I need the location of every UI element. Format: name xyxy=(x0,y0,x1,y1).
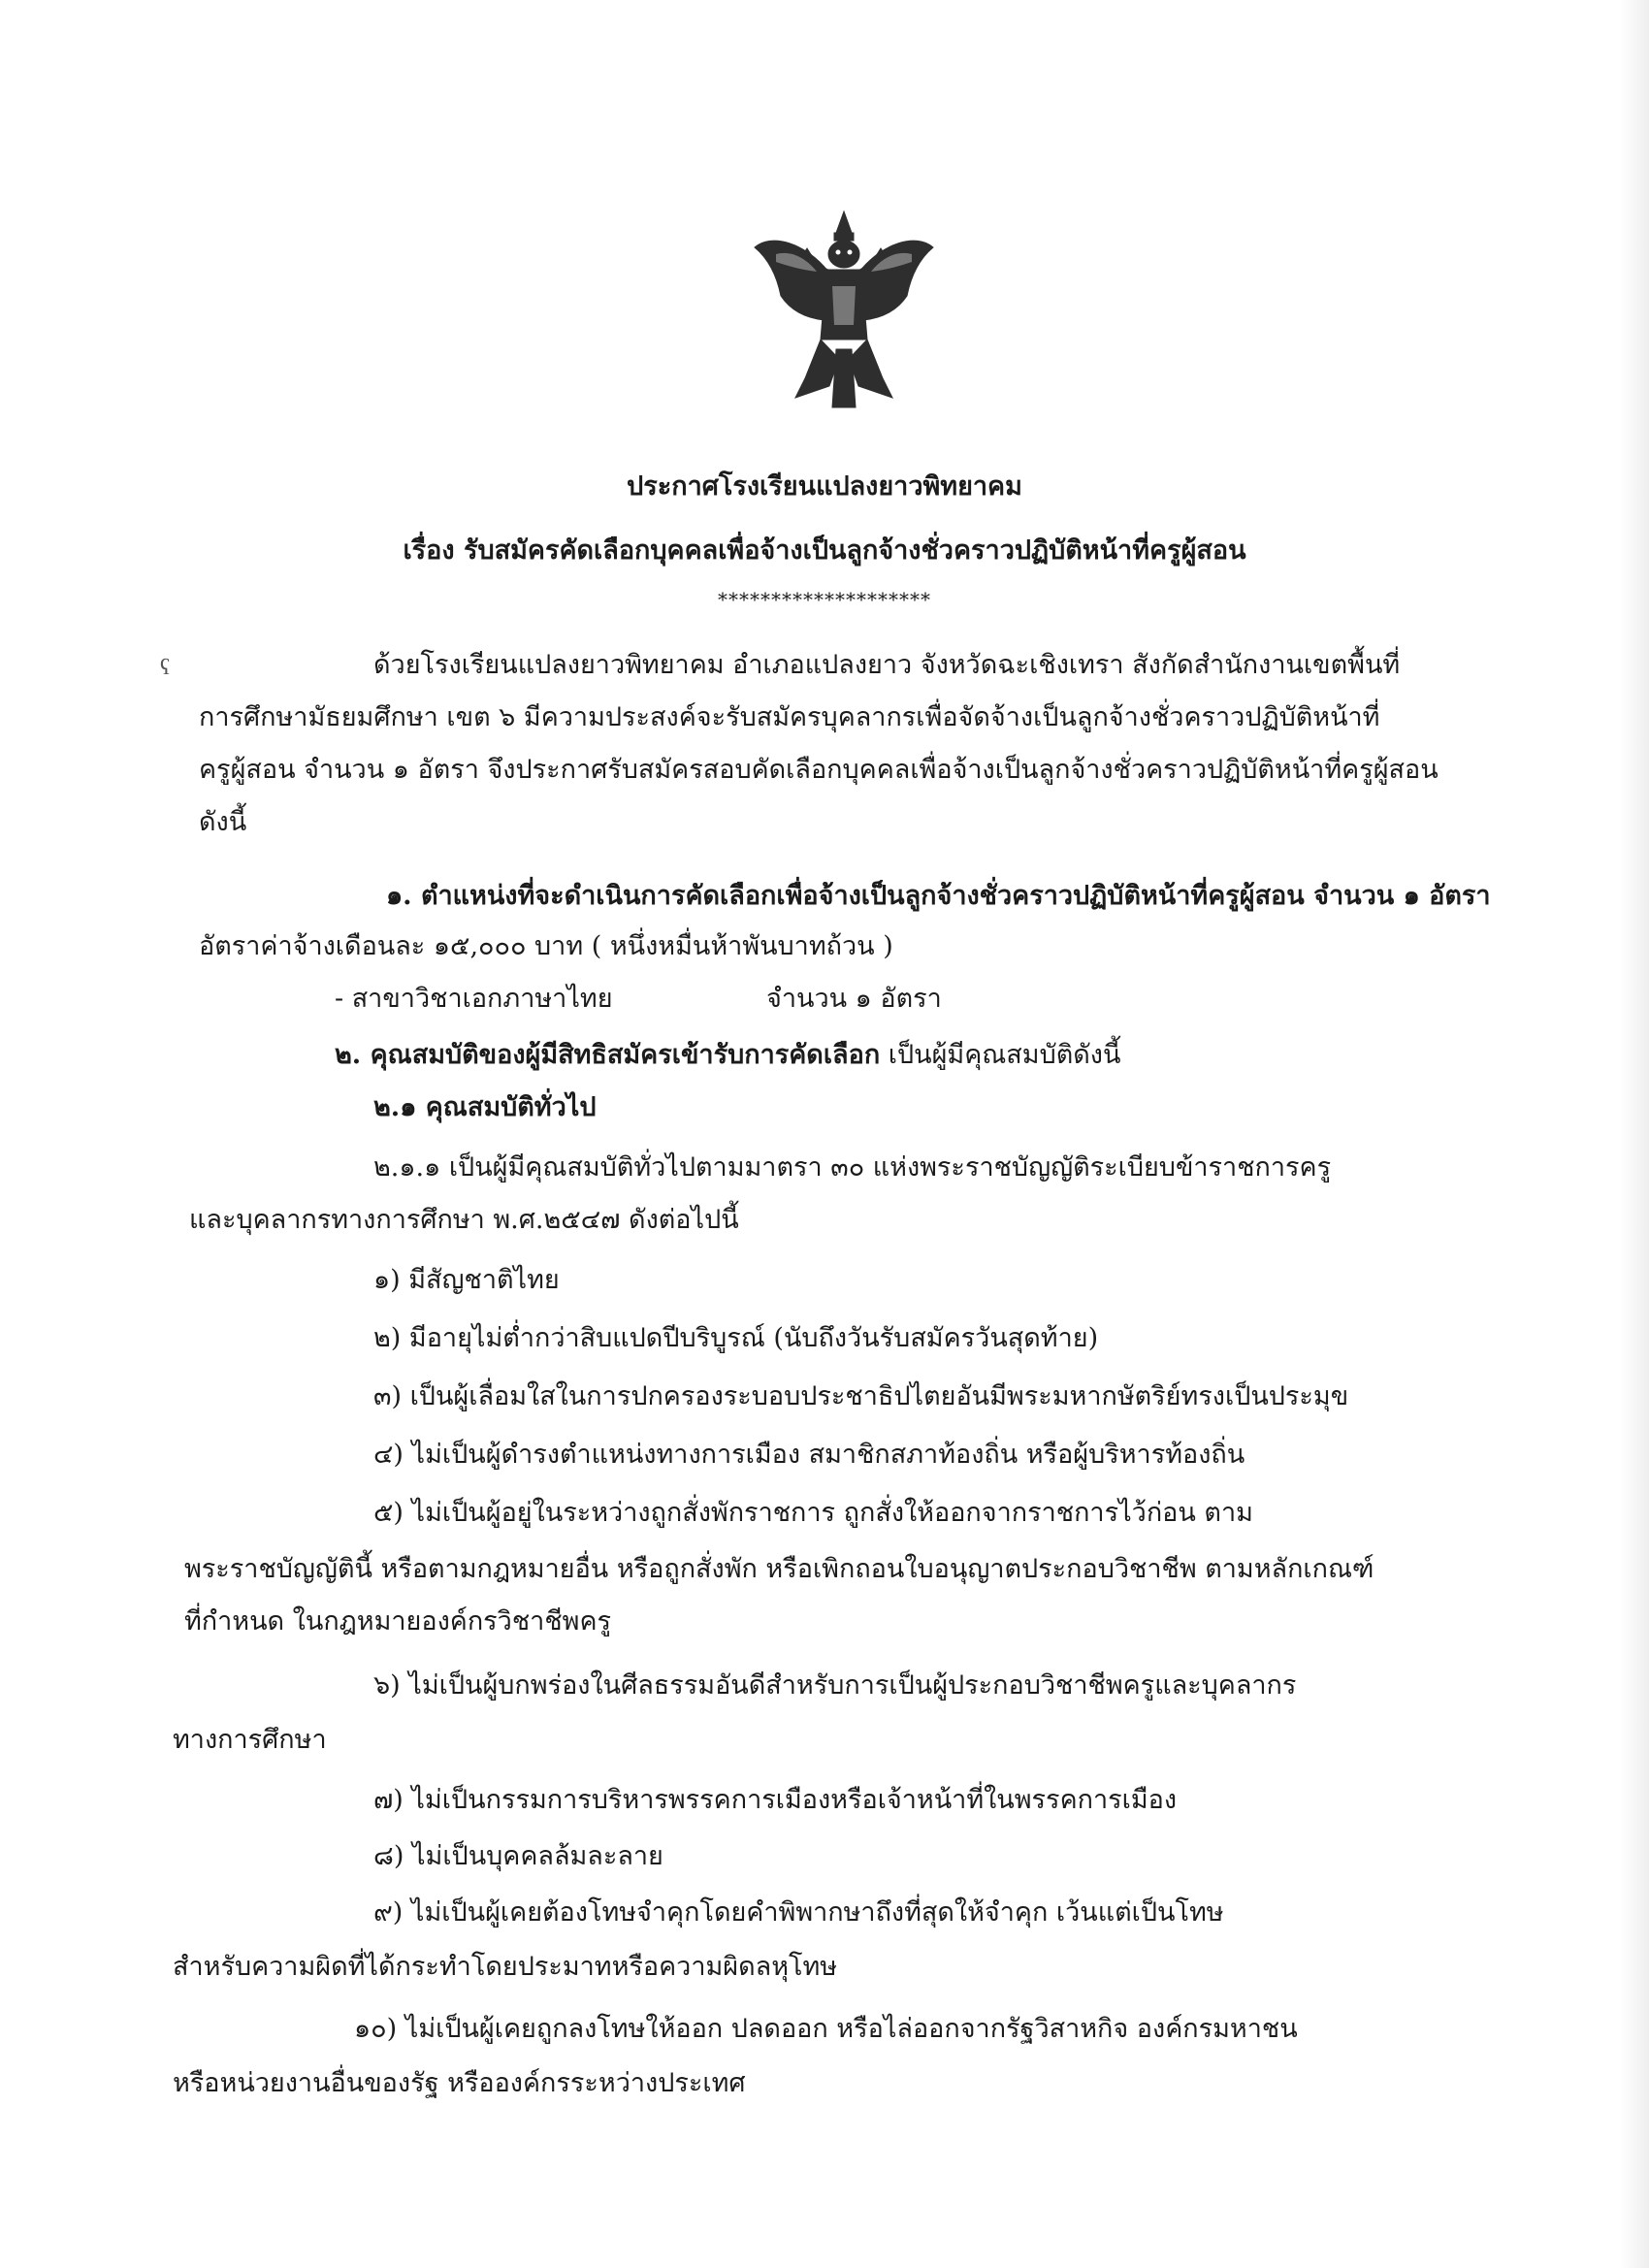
intro-line-3: ครูผู้สอน จำนวน ๑ อัตรา จึงประกาศรับสมัครสอบคัดเลือกบุคคลเพื่อจ้างเป็นลูกจ้างชั่วคราวปฏิบัติหน้าที่ครูผู้สอน xyxy=(199,755,1439,785)
section1-subject-count: จำนวน ๑ อัตรา xyxy=(766,984,942,1014)
section1-subject-name: - สาขาวิชาเอกภาษาไทย xyxy=(335,984,613,1014)
qualification-item-1: ๑) มีสัญชาติไทย xyxy=(373,1265,560,1295)
qualification-item-3: ๓) เป็นผู้เลื่อมใสในการปกครองระบอบประชาธิปไตยอันมีพระมหากษัตริย์ทรงเป็นประมุข xyxy=(373,1381,1349,1411)
qualification-item-10-line-2: หรือหน่วยงานอื่นของรัฐ หรือองค์กรระหว่างประเทศ xyxy=(173,2068,746,2098)
qualification-item-10-line-1: ๑๐) ไม่เป็นผู้เคยถูกลงโทษให้ออก ปลดออก หรือไล่ออกจากรัฐวิสาหกิจ องค์กรมหาชน xyxy=(354,2014,1298,2044)
qualification-item-9-line-1: ๙) ไม่เป็นผู้เคยต้องโทษจำคุกโดยคำพิพากษาถึงที่สุดให้จำคุก เว้นแต่เป็นโทษ xyxy=(373,1897,1224,1928)
p211-line-2: และบุคลากรทางการศึกษา พ.ศ.๒๕๔๗ ดังต่อไปนี้ xyxy=(189,1205,739,1235)
intro-line-1: ด้วยโรงเรียนแปลงยาวพิทยาคม อำเภอแปลงยาว จังหวัดฉะเชิงเทรา สังกัดสำนักงานเขตพื้นที่ xyxy=(373,650,1401,680)
section2-heading-bold: ๒. คุณสมบัติของผู้มีสิทธิสมัครเข้ารับการคัดเลือก xyxy=(335,1040,881,1070)
garuda-emblem-icon xyxy=(747,204,941,417)
section1-heading: ๑. ตำแหน่งที่จะดำเนินการคัดเลือกเพื่อจ้างเป็นลูกจ้างชั่วคราวปฏิบัติหน้าที่ครูผู้สอน จำนวน ๑ อัตรา xyxy=(386,881,1491,911)
qualification-item-6-line-1: ๖) ไม่เป็นผู้บกพร่องในศีลธรรมอันดีสำหรับการเป็นผู้ประกอบวิชาชีพครูและบุคลากร xyxy=(373,1670,1297,1701)
section2-heading xyxy=(335,1038,1120,1073)
p211-line-1: ๒.๑.๑ เป็นผู้มีคุณสมบัติทั่วไปตามมาตรา ๓๐ แห่งพระราชบัญญัติระเบียบข้าราชการครู xyxy=(373,1152,1332,1183)
qualification-item-5-line-3: ที่กำหนด ในกฎหมายองค์กรวิชาชีพครู xyxy=(184,1606,612,1636)
announcement-subject: เรื่อง รับสมัครคัดเลือกบุคคลเพื่อจ้างเป็นลูกจ้างชั่วคราวปฏิบัติหน้าที่ครูผู้สอน xyxy=(403,535,1246,566)
scan-speck: ҁ xyxy=(160,648,171,675)
scan-edge-shadow xyxy=(1620,0,1649,2268)
qualification-item-6-line-2: ทางการศึกษา xyxy=(173,1725,327,1755)
qualification-item-7: ๗) ไม่เป็นกรรมการบริหารพรรคการเมืองหรือเจ้าหน้าที่ในพรรคการเมือง xyxy=(373,1785,1178,1815)
qualification-item-5-line-2: พระราชบัญญัตินี้ หรือตามกฎหมายอื่น หรือถูกสั่งพัก หรือเพิกถอนใบอนุญาตประกอบวิชาชีพ ตามหลักเกณฑ์ xyxy=(184,1554,1374,1584)
announcement-title: ประกาศโรงเรียนแปลงยาวพิทยาคม xyxy=(627,471,1022,502)
qualification-item-9-line-2: สำหรับความผิดที่ได้กระทำโดยประมาทหรือความผิดลหุโทษ xyxy=(173,1952,838,1982)
intro-line-2: การศึกษามัธยมศึกษา เขต ๖ มีความประสงค์จะรับสมัครบุคลากรเพื่อจัดจ้างเป็นลูกจ้างชั่วคราวปฏิบัติหน้าที่ xyxy=(199,702,1380,732)
qualification-item-4: ๔) ไม่เป็นผู้ดำรงตำแหน่งทางการเมือง สมาชิกสภาท้องถิ่น หรือผู้บริหารท้องถิ่น xyxy=(373,1440,1245,1470)
qualification-item-5-line-1: ๕) ไม่เป็นผู้อยู่ในระหว่างถูกสั่งพักราชการ ถูกสั่งให้ออกจากราชการไว้ก่อน ตาม xyxy=(373,1498,1253,1528)
qualification-item-2: ๒) มีอายุไม่ต่ำกว่าสิบแปดปีบริบูรณ์ (นับถึงวันรับสมัครวันสุดท้าย) xyxy=(373,1323,1099,1353)
section1-salary: อัตราค่าจ้างเดือนละ ๑๕,๐๐๐ บาท ( หนึ่งหมื่นห้าพันบาทถ้วน ) xyxy=(199,931,893,961)
separator-stars: ******************** xyxy=(718,588,931,611)
section2-sub-heading: ๒.๑ คุณสมบัติทั่วไป xyxy=(373,1092,597,1122)
qualification-item-8: ๘) ไม่เป็นบุคคลล้มละลาย xyxy=(373,1841,663,1871)
section2-heading-rest: เป็นผู้มีคุณสมบัติดังนี้ xyxy=(880,1040,1121,1070)
intro-line-4: ดังนี้ xyxy=(199,807,247,837)
